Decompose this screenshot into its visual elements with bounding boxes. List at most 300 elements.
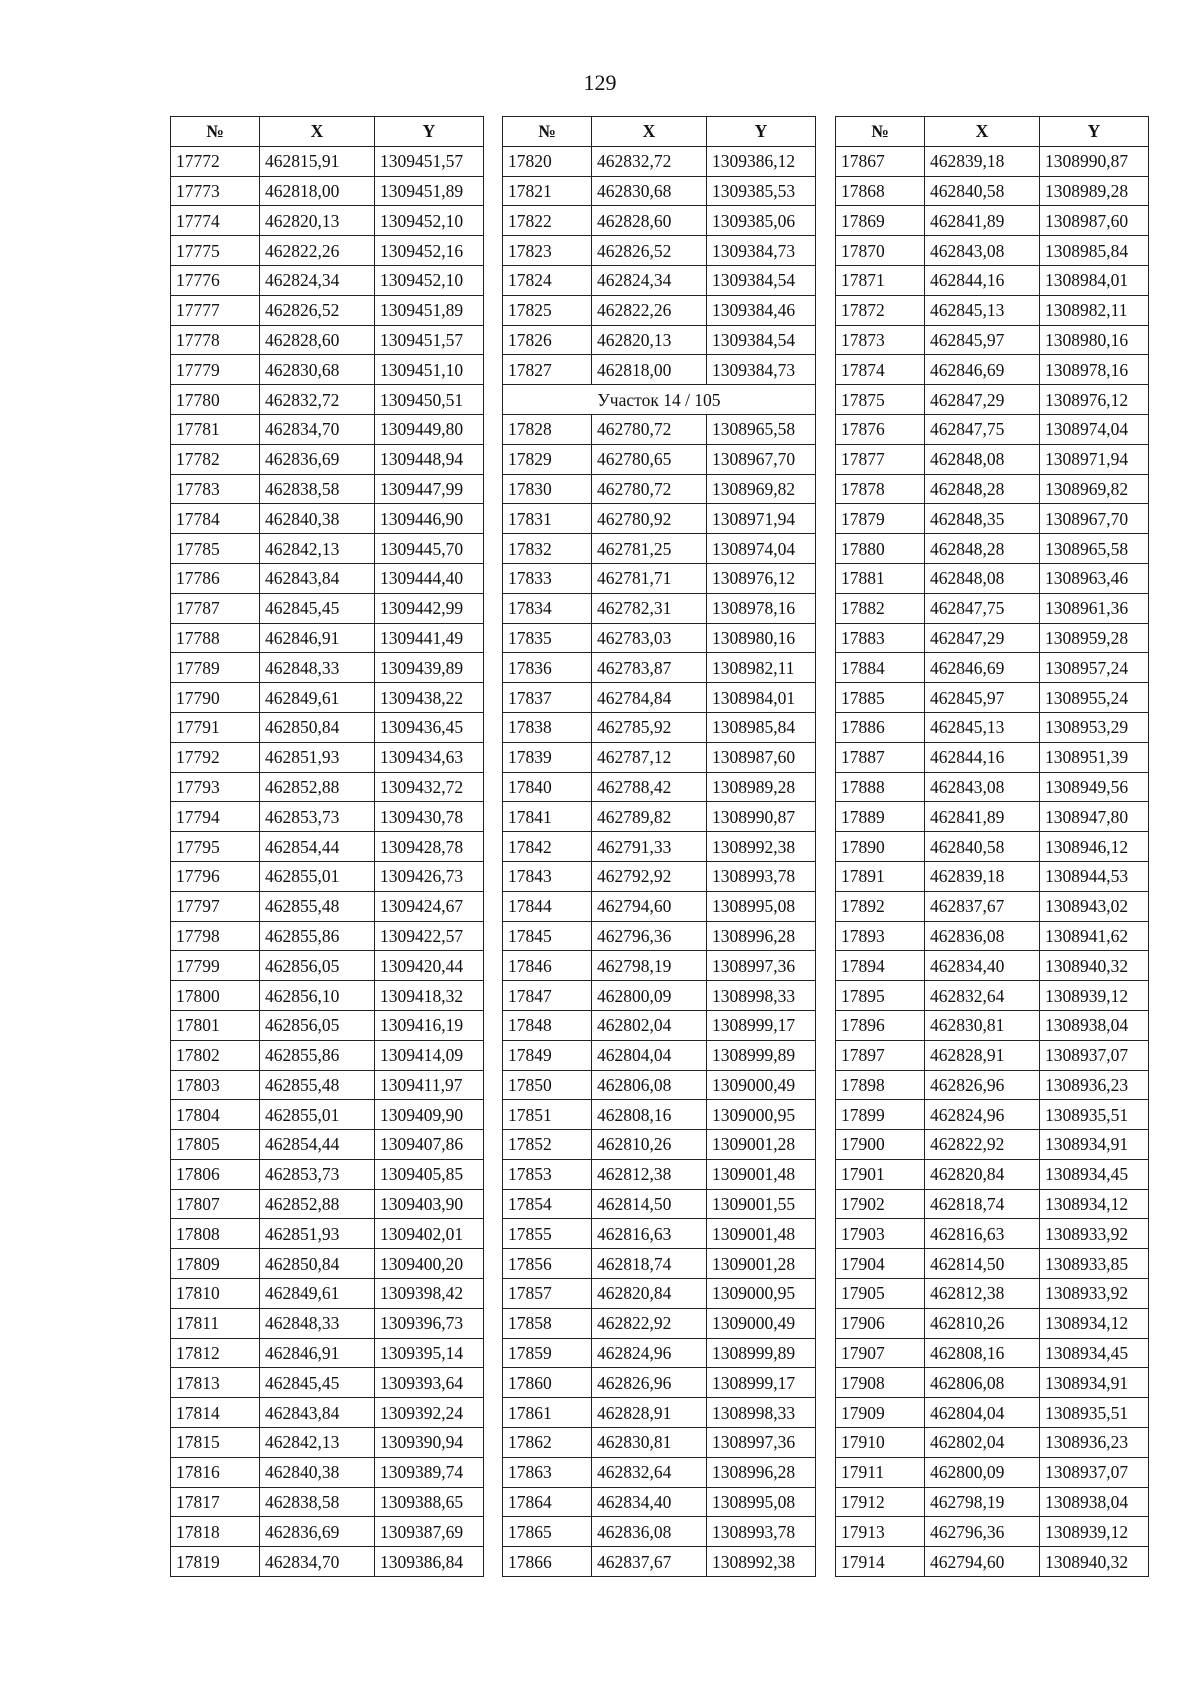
table-row <box>836 981 1149 1011</box>
x-coordinate-cell: 462840,38 <box>260 1457 375 1487</box>
table-row <box>171 653 484 683</box>
y-coordinate-cell: 1308985,84 <box>707 712 816 742</box>
y-coordinate-cell: 1308992,38 <box>707 832 816 862</box>
point-number-cell: 17845 <box>503 921 592 951</box>
point-number-cell: 17814 <box>171 1398 260 1428</box>
x-coordinate-cell: 462842,13 <box>260 534 375 564</box>
coordinates-table <box>502 116 816 1577</box>
y-coordinate-cell: 1308946,12 <box>1040 832 1149 862</box>
y-coordinate-cell: 1309452,10 <box>375 206 484 236</box>
point-number-cell: 17872 <box>836 295 925 325</box>
table-row <box>836 325 1149 355</box>
table-row <box>503 563 816 593</box>
header-number: № <box>836 117 925 147</box>
point-number-cell: 17882 <box>836 593 925 623</box>
point-number-cell: 17856 <box>503 1249 592 1279</box>
header-number: № <box>171 117 260 147</box>
table-row <box>836 1130 1149 1160</box>
y-coordinate-cell: 1308940,32 <box>1040 951 1149 981</box>
y-coordinate-cell: 1309432,72 <box>375 772 484 802</box>
y-coordinate-cell: 1308935,51 <box>1040 1100 1149 1130</box>
table-row <box>171 1070 484 1100</box>
table-row <box>836 1428 1149 1458</box>
x-coordinate-cell: 462824,34 <box>260 265 375 295</box>
table-row <box>171 146 484 176</box>
point-number-cell: 17886 <box>836 712 925 742</box>
table-row <box>836 534 1149 564</box>
x-coordinate-cell: 462855,48 <box>260 1070 375 1100</box>
x-coordinate-cell: 462822,92 <box>925 1130 1040 1160</box>
x-coordinate-cell: 462780,72 <box>592 474 707 504</box>
y-coordinate-cell: 1309384,46 <box>707 295 816 325</box>
table-row <box>836 772 1149 802</box>
point-number-cell: 17908 <box>836 1368 925 1398</box>
x-coordinate-cell: 462853,73 <box>260 1159 375 1189</box>
y-coordinate-cell: 1309000,49 <box>707 1308 816 1338</box>
point-number-cell: 17909 <box>836 1398 925 1428</box>
table-row <box>171 444 484 474</box>
point-number-cell: 17853 <box>503 1159 592 1189</box>
y-coordinate-cell: 1309439,89 <box>375 653 484 683</box>
table-row <box>503 1070 816 1100</box>
x-coordinate-cell: 462818,00 <box>592 355 707 385</box>
table-row <box>171 1487 484 1517</box>
y-coordinate-cell: 1309414,09 <box>375 1040 484 1070</box>
y-coordinate-cell: 1309001,48 <box>707 1159 816 1189</box>
point-number-cell: 17868 <box>836 176 925 206</box>
x-coordinate-cell: 462838,58 <box>260 474 375 504</box>
table-row <box>836 742 1149 772</box>
table-header-row <box>503 117 816 147</box>
point-number-cell: 17795 <box>171 832 260 862</box>
table-row <box>171 385 484 415</box>
point-number-cell: 17899 <box>836 1100 925 1130</box>
y-coordinate-cell: 1309001,48 <box>707 1219 816 1249</box>
point-number-cell: 17789 <box>171 653 260 683</box>
x-coordinate-cell: 462781,71 <box>592 563 707 593</box>
x-coordinate-cell: 462847,75 <box>925 593 1040 623</box>
x-coordinate-cell: 462820,13 <box>592 325 707 355</box>
table-row <box>503 176 816 206</box>
point-number-cell: 17857 <box>503 1279 592 1309</box>
x-coordinate-cell: 462845,45 <box>260 1368 375 1398</box>
point-number-cell: 17794 <box>171 802 260 832</box>
table-row <box>171 1249 484 1279</box>
table-row <box>503 593 816 623</box>
table-row <box>171 1279 484 1309</box>
x-coordinate-cell: 462836,08 <box>925 921 1040 951</box>
x-coordinate-cell: 462834,40 <box>925 951 1040 981</box>
y-coordinate-cell: 1308990,87 <box>1040 146 1149 176</box>
table-row <box>171 1130 484 1160</box>
x-coordinate-cell: 462847,75 <box>925 414 1040 444</box>
table-row <box>836 206 1149 236</box>
point-number-cell: 17884 <box>836 653 925 683</box>
x-coordinate-cell: 462856,05 <box>260 951 375 981</box>
y-coordinate-cell: 1309000,95 <box>707 1279 816 1309</box>
x-coordinate-cell: 462794,60 <box>925 1547 1040 1577</box>
y-coordinate-cell: 1308995,08 <box>707 1487 816 1517</box>
point-number-cell: 17873 <box>836 325 925 355</box>
x-coordinate-cell: 462848,33 <box>260 1308 375 1338</box>
table-row <box>836 414 1149 444</box>
point-number-cell: 17827 <box>503 355 592 385</box>
x-coordinate-cell: 462852,88 <box>260 772 375 802</box>
x-coordinate-cell: 462820,84 <box>592 1279 707 1309</box>
point-number-cell: 17896 <box>836 1010 925 1040</box>
y-coordinate-cell: 1308987,60 <box>707 742 816 772</box>
x-coordinate-cell: 462791,33 <box>592 832 707 862</box>
table-row <box>836 1457 1149 1487</box>
table-row <box>836 1368 1149 1398</box>
point-number-cell: 17816 <box>171 1457 260 1487</box>
table-row <box>836 1487 1149 1517</box>
table-row <box>171 772 484 802</box>
point-number-cell: 17906 <box>836 1308 925 1338</box>
x-coordinate-cell: 462804,04 <box>592 1040 707 1070</box>
x-coordinate-cell: 462843,08 <box>925 236 1040 266</box>
y-coordinate-cell: 1308992,38 <box>707 1547 816 1577</box>
point-number-cell: 17840 <box>503 772 592 802</box>
y-coordinate-cell: 1309398,42 <box>375 1279 484 1309</box>
header-x: X <box>260 117 375 147</box>
y-coordinate-cell: 1309442,99 <box>375 593 484 623</box>
x-coordinate-cell: 462837,67 <box>592 1547 707 1577</box>
point-number-cell: 17810 <box>171 1279 260 1309</box>
point-number-cell: 17874 <box>836 355 925 385</box>
x-coordinate-cell: 462783,03 <box>592 623 707 653</box>
table-row <box>503 534 816 564</box>
y-coordinate-cell: 1309451,10 <box>375 355 484 385</box>
point-number-cell: 17812 <box>171 1338 260 1368</box>
y-coordinate-cell: 1309448,94 <box>375 444 484 474</box>
table-row <box>503 802 816 832</box>
x-coordinate-cell: 462834,40 <box>592 1487 707 1517</box>
y-coordinate-cell: 1308976,12 <box>1040 385 1149 415</box>
y-coordinate-cell: 1309449,80 <box>375 414 484 444</box>
y-coordinate-cell: 1309450,51 <box>375 385 484 415</box>
table-row <box>503 891 816 921</box>
x-coordinate-cell: 462826,96 <box>925 1070 1040 1100</box>
point-number-cell: 17888 <box>836 772 925 802</box>
x-coordinate-cell: 462783,87 <box>592 653 707 683</box>
table-row <box>836 385 1149 415</box>
table-row <box>503 951 816 981</box>
point-number-cell: 17833 <box>503 563 592 593</box>
point-number-cell: 17835 <box>503 623 592 653</box>
table-row <box>171 265 484 295</box>
table-row <box>171 414 484 444</box>
table-row <box>836 1249 1149 1279</box>
y-coordinate-cell: 1309420,44 <box>375 951 484 981</box>
table-row <box>503 1130 816 1160</box>
section-title: Участок 14 / 105 <box>503 385 816 415</box>
y-coordinate-cell: 1309385,06 <box>707 206 816 236</box>
point-number-cell: 17911 <box>836 1457 925 1487</box>
point-number-cell: 17875 <box>836 385 925 415</box>
x-coordinate-cell: 462845,97 <box>925 325 1040 355</box>
header-y: Y <box>707 117 816 147</box>
x-coordinate-cell: 462816,63 <box>592 1219 707 1249</box>
y-coordinate-cell: 1308980,16 <box>707 623 816 653</box>
y-coordinate-cell: 1308961,36 <box>1040 593 1149 623</box>
x-coordinate-cell: 462806,08 <box>592 1070 707 1100</box>
point-number-cell: 17773 <box>171 176 260 206</box>
point-number-cell: 17859 <box>503 1338 592 1368</box>
header-y: Y <box>1040 117 1149 147</box>
y-coordinate-cell: 1309434,63 <box>375 742 484 772</box>
y-coordinate-cell: 1308933,92 <box>1040 1279 1149 1309</box>
table-row <box>503 1219 816 1249</box>
x-coordinate-cell: 462850,84 <box>260 712 375 742</box>
table-row <box>171 1189 484 1219</box>
x-coordinate-cell: 462836,69 <box>260 444 375 474</box>
point-number-cell: 17772 <box>171 146 260 176</box>
point-number-cell: 17787 <box>171 593 260 623</box>
table-row <box>171 921 484 951</box>
table-row <box>171 534 484 564</box>
y-coordinate-cell: 1309384,73 <box>707 236 816 266</box>
y-coordinate-cell: 1309409,90 <box>375 1100 484 1130</box>
point-number-cell: 17912 <box>836 1487 925 1517</box>
x-coordinate-cell: 462847,29 <box>925 385 1040 415</box>
table-row <box>836 921 1149 951</box>
table-row <box>503 1457 816 1487</box>
table-row <box>503 1189 816 1219</box>
x-coordinate-cell: 462845,13 <box>925 712 1040 742</box>
x-coordinate-cell: 462838,58 <box>260 1487 375 1517</box>
table-row <box>836 265 1149 295</box>
table-row <box>836 563 1149 593</box>
header-y: Y <box>375 117 484 147</box>
table-row <box>171 563 484 593</box>
x-coordinate-cell: 462834,70 <box>260 1547 375 1577</box>
table-row <box>836 295 1149 325</box>
x-coordinate-cell: 462828,60 <box>260 325 375 355</box>
x-coordinate-cell: 462839,18 <box>925 861 1040 891</box>
x-coordinate-cell: 462846,69 <box>925 355 1040 385</box>
y-coordinate-cell: 1308967,70 <box>707 444 816 474</box>
point-number-cell: 17821 <box>503 176 592 206</box>
x-coordinate-cell: 462780,92 <box>592 504 707 534</box>
x-coordinate-cell: 462832,64 <box>925 981 1040 1011</box>
y-coordinate-cell: 1309422,57 <box>375 921 484 951</box>
y-coordinate-cell: 1308963,46 <box>1040 563 1149 593</box>
x-coordinate-cell: 462828,91 <box>592 1398 707 1428</box>
y-coordinate-cell: 1309441,49 <box>375 623 484 653</box>
table-row <box>836 802 1149 832</box>
x-coordinate-cell: 462828,91 <box>925 1040 1040 1070</box>
y-coordinate-cell: 1308999,89 <box>707 1338 816 1368</box>
table-row <box>836 1517 1149 1547</box>
y-coordinate-cell: 1309451,57 <box>375 325 484 355</box>
point-number-cell: 17792 <box>171 742 260 772</box>
table-row <box>171 1010 484 1040</box>
x-coordinate-cell: 462854,44 <box>260 832 375 862</box>
x-coordinate-cell: 462822,26 <box>260 236 375 266</box>
table-row <box>503 921 816 951</box>
y-coordinate-cell: 1308934,45 <box>1040 1338 1149 1368</box>
y-coordinate-cell: 1308974,04 <box>707 534 816 564</box>
x-coordinate-cell: 462850,84 <box>260 1249 375 1279</box>
table-row <box>171 1517 484 1547</box>
x-coordinate-cell: 462787,12 <box>592 742 707 772</box>
x-coordinate-cell: 462842,13 <box>260 1428 375 1458</box>
x-coordinate-cell: 462824,96 <box>925 1100 1040 1130</box>
y-coordinate-cell: 1308967,70 <box>1040 504 1149 534</box>
y-coordinate-cell: 1309392,24 <box>375 1398 484 1428</box>
x-coordinate-cell: 462832,72 <box>260 385 375 415</box>
point-number-cell: 17808 <box>171 1219 260 1249</box>
point-number-cell: 17898 <box>836 1070 925 1100</box>
y-coordinate-cell: 1308937,07 <box>1040 1040 1149 1070</box>
point-number-cell: 17806 <box>171 1159 260 1189</box>
x-coordinate-cell: 462832,72 <box>592 146 707 176</box>
y-coordinate-cell: 1308982,11 <box>707 653 816 683</box>
table-row <box>171 1457 484 1487</box>
y-coordinate-cell: 1309386,84 <box>375 1547 484 1577</box>
point-number-cell: 17798 <box>171 921 260 951</box>
x-coordinate-cell: 462812,38 <box>925 1279 1040 1309</box>
x-coordinate-cell: 462843,08 <box>925 772 1040 802</box>
y-coordinate-cell: 1308947,80 <box>1040 802 1149 832</box>
y-coordinate-cell: 1309445,70 <box>375 534 484 564</box>
table-row <box>171 176 484 206</box>
x-coordinate-cell: 462810,26 <box>925 1308 1040 1338</box>
x-coordinate-cell: 462855,86 <box>260 1040 375 1070</box>
y-coordinate-cell: 1308936,23 <box>1040 1428 1149 1458</box>
y-coordinate-cell: 1309436,45 <box>375 712 484 742</box>
table-row <box>836 712 1149 742</box>
point-number-cell: 17879 <box>836 504 925 534</box>
table-row <box>836 623 1149 653</box>
point-number-cell: 17864 <box>503 1487 592 1517</box>
y-coordinate-cell: 1309444,40 <box>375 563 484 593</box>
y-coordinate-cell: 1308998,33 <box>707 1398 816 1428</box>
table-row <box>171 623 484 653</box>
coordinates-table <box>170 116 484 1577</box>
x-coordinate-cell: 462818,00 <box>260 176 375 206</box>
table-row <box>171 355 484 385</box>
point-number-cell: 17889 <box>836 802 925 832</box>
y-coordinate-cell: 1308951,39 <box>1040 742 1149 772</box>
y-coordinate-cell: 1308985,84 <box>1040 236 1149 266</box>
y-coordinate-cell: 1308993,78 <box>707 1517 816 1547</box>
point-number-cell: 17880 <box>836 534 925 564</box>
y-coordinate-cell: 1308980,16 <box>1040 325 1149 355</box>
x-coordinate-cell: 462822,26 <box>592 295 707 325</box>
table-row <box>503 325 816 355</box>
table-row <box>503 712 816 742</box>
table-row <box>503 832 816 862</box>
x-coordinate-cell: 462848,33 <box>260 653 375 683</box>
y-coordinate-cell: 1308999,89 <box>707 1040 816 1070</box>
table-row <box>503 295 816 325</box>
coordinates-table <box>835 116 1149 1577</box>
table-header-row <box>836 117 1149 147</box>
table-row <box>503 981 816 1011</box>
point-number-cell: 17883 <box>836 623 925 653</box>
y-coordinate-cell: 1309446,90 <box>375 504 484 534</box>
point-number-cell: 17871 <box>836 265 925 295</box>
x-coordinate-cell: 462855,01 <box>260 1100 375 1130</box>
table-row <box>503 1010 816 1040</box>
table-row <box>503 1338 816 1368</box>
point-number-cell: 17862 <box>503 1428 592 1458</box>
table-row <box>503 206 816 236</box>
point-number-cell: 17901 <box>836 1159 925 1189</box>
y-coordinate-cell: 1308955,24 <box>1040 683 1149 713</box>
table-row <box>171 206 484 236</box>
x-coordinate-cell: 462845,97 <box>925 683 1040 713</box>
x-coordinate-cell: 462798,19 <box>925 1487 1040 1517</box>
x-coordinate-cell: 462853,73 <box>260 802 375 832</box>
x-coordinate-cell: 462814,50 <box>592 1189 707 1219</box>
x-coordinate-cell: 462843,84 <box>260 563 375 593</box>
point-number-cell: 17894 <box>836 951 925 981</box>
x-coordinate-cell: 462855,86 <box>260 921 375 951</box>
point-number-cell: 17878 <box>836 474 925 504</box>
point-number-cell: 17897 <box>836 1040 925 1070</box>
x-coordinate-cell: 462782,31 <box>592 593 707 623</box>
y-coordinate-cell: 1309402,01 <box>375 1219 484 1249</box>
point-number-cell: 17891 <box>836 861 925 891</box>
y-coordinate-cell: 1309384,73 <box>707 355 816 385</box>
x-coordinate-cell: 462836,69 <box>260 1517 375 1547</box>
section-row <box>503 385 816 415</box>
y-coordinate-cell: 1309395,14 <box>375 1338 484 1368</box>
point-number-cell: 17861 <box>503 1398 592 1428</box>
x-coordinate-cell: 462830,68 <box>260 355 375 385</box>
y-coordinate-cell: 1308941,62 <box>1040 921 1149 951</box>
y-coordinate-cell: 1308935,51 <box>1040 1398 1149 1428</box>
y-coordinate-cell: 1308957,24 <box>1040 653 1149 683</box>
table-row <box>503 1398 816 1428</box>
table-row <box>503 1249 816 1279</box>
point-number-cell: 17790 <box>171 683 260 713</box>
y-coordinate-cell: 1308987,60 <box>1040 206 1149 236</box>
x-coordinate-cell: 462800,09 <box>592 981 707 1011</box>
point-number-cell: 17803 <box>171 1070 260 1100</box>
x-coordinate-cell: 462848,28 <box>925 474 1040 504</box>
x-coordinate-cell: 462808,16 <box>925 1338 1040 1368</box>
point-number-cell: 17913 <box>836 1517 925 1547</box>
x-coordinate-cell: 462852,88 <box>260 1189 375 1219</box>
y-coordinate-cell: 1308982,11 <box>1040 295 1149 325</box>
x-coordinate-cell: 462849,61 <box>260 1279 375 1309</box>
point-number-cell: 17804 <box>171 1100 260 1130</box>
table-row <box>503 355 816 385</box>
x-coordinate-cell: 462784,84 <box>592 683 707 713</box>
table-row <box>836 1547 1149 1577</box>
table-row <box>171 683 484 713</box>
point-number-cell: 17778 <box>171 325 260 355</box>
point-number-cell: 17841 <box>503 802 592 832</box>
table-row <box>836 1398 1149 1428</box>
point-number-cell: 17850 <box>503 1070 592 1100</box>
y-coordinate-cell: 1308938,04 <box>1040 1010 1149 1040</box>
point-number-cell: 17830 <box>503 474 592 504</box>
table-row <box>171 1219 484 1249</box>
table-row <box>171 1100 484 1130</box>
point-number-cell: 17890 <box>836 832 925 862</box>
table-row <box>503 414 816 444</box>
y-coordinate-cell: 1309426,73 <box>375 861 484 891</box>
table-row <box>171 832 484 862</box>
table-row <box>503 1100 816 1130</box>
table-row <box>171 504 484 534</box>
point-number-cell: 17907 <box>836 1338 925 1368</box>
